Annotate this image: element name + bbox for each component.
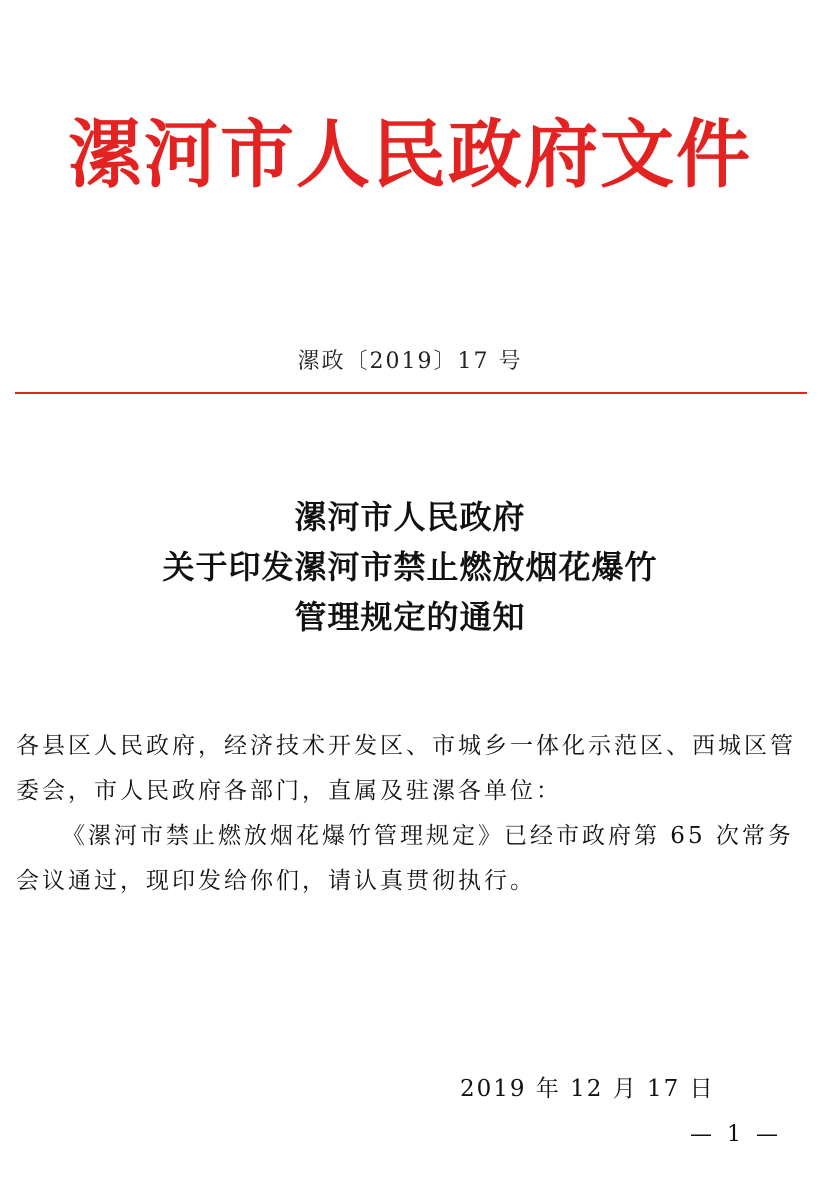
document-masthead: 漯河市人民政府文件 xyxy=(68,112,752,198)
addressee-text: 各县区人民政府，经济技术开发区、市城乡一体化示范区、西城区管委会，市人民政府各部门，直属及驻漯各单位： xyxy=(16,733,796,804)
document-number: 漯政〔2019〕17 号 xyxy=(297,349,523,374)
page-number: — 1 — xyxy=(690,1122,782,1147)
document-title xyxy=(0,492,820,642)
body-paragraph: 《漯河市禁止燃放烟花爆竹管理规定》已经市政府第 65 次常务会议通过，现印发给你们，请认真贯彻执行。 xyxy=(16,823,794,894)
title-line-2: 关于印发漯河市禁止燃放烟花爆竹 xyxy=(162,548,658,586)
title-line-3: 管理规定的通知 xyxy=(294,598,526,636)
issue-date: 2019 年 12 月 17 日 xyxy=(460,1076,715,1102)
title-line-1: 漯河市人民政府 xyxy=(294,498,526,536)
red-divider-line xyxy=(15,392,807,394)
